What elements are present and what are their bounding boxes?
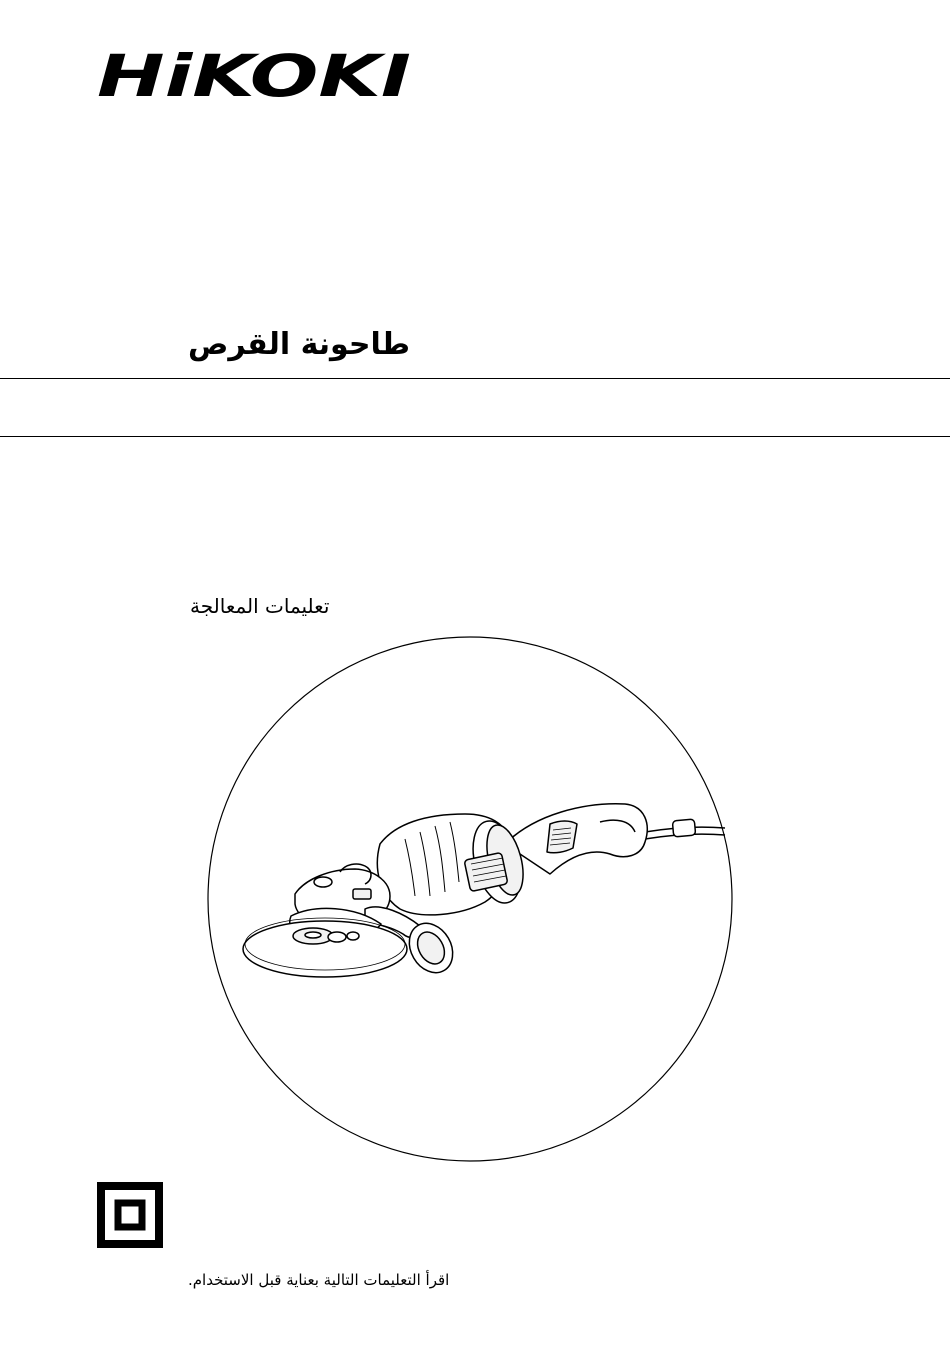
title-divider-top <box>0 378 950 379</box>
double-insulation-icon <box>97 1182 163 1248</box>
read-instructions-notice: اقرأ التعليمات التالية بعناية قبل الاستخدام. <box>188 1271 450 1289</box>
logo-wordmark: HiKOKI <box>97 50 411 100</box>
title-divider-bottom <box>0 436 950 437</box>
grinder-drawing <box>243 804 725 981</box>
disc-grinder-illustration <box>205 634 735 1164</box>
hikoki-logo <box>95 50 415 100</box>
document-title: طاحونة القرص <box>188 327 411 362</box>
document-subtitle: تعليمات المعالجة <box>190 594 330 618</box>
